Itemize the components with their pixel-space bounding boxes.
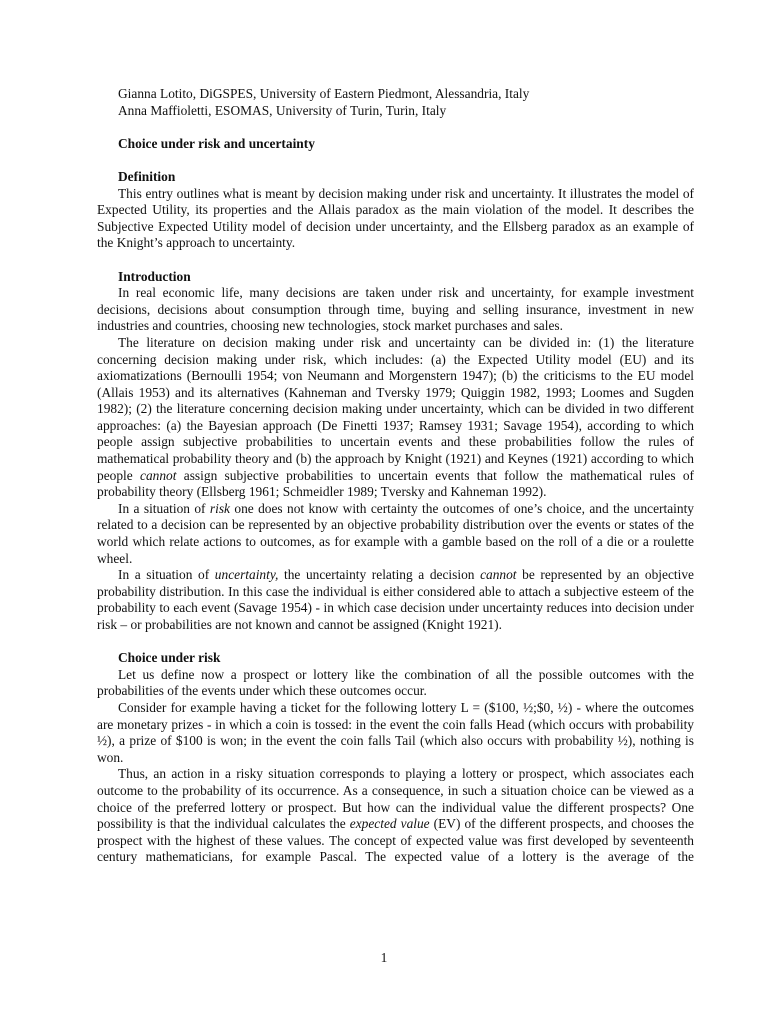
intro-p2-text-b: assign subjective probabilities to uncertain events that follow the mathematical rules of probability theory (Ellsberg 1961; Schmeidler 1989; Tversky and Kahneman 1992).: [97, 467, 694, 500]
intro-p2-text-a: The literature on decision making under risk and uncertainty can be divided in: (1) the literature concerning decision making under risk, which includes: (a) the Expected Utility model (EU) and its axiomatizations (Bernoulli 1954; von Neumann and Morgenstern 1947); (b) the criticisms to the EU model (Allais 1953) and its alternatives (Kahneman and Tversky 1979; Quiggin 1982, 1993; Loomes and Sugden 1982); (2) the literature concerning decision making under uncertainty, which can be divided in two different approaches: (a) the Bayesian approach (De Finetti 1937; Ramsey 1931; Savage 1954), according to which people assign subjective probabilities to uncertain events and these probabilities follow the rules of mathematical probability theory and (b) the approach by Knight (1921) and Keynes (1921) according to which people: [97, 334, 694, 483]
introduction-paragraph-1: In real economic life, many decisions are taken under risk and uncertainty, for example investment decisions, decisions about consumption through time, buying and selling insurance, investment in new industries and countries, choosing new technologies, stock market purchases and sales.: [97, 285, 694, 334]
author-block: [97, 86, 694, 119]
intro-p4-emphasis-1: uncertainty,: [214, 567, 279, 583]
choice-paragraph-2: Consider for example having a ticket for the following lottery L = ($100, ½;$0, ½) - where the outcomes are monetary prizes - in which a coin is tossed: in the event the coin falls Head (which occurs with probability ½), a prize of $100 is won; in the event the coin falls Tail (which also occurs with probability ½), nothing is won.: [97, 699, 694, 765]
introduction-paragraph-3: [97, 501, 694, 567]
author-line-1: Gianna Lotito, DiGSPES, University of Eastern Piedmont, Alessandria, Italy: [118, 86, 530, 101]
intro-p4-emphasis-2: cannot: [480, 567, 517, 583]
choice-under-risk-heading: Choice under risk: [118, 650, 221, 666]
choice-p3-text-b: (EV) of the different prospects, and chooses the prospect with the highest of these values. The concept of expected value was first developed by seventeenth century mathematicians, for example Pascal. The expected value of a lottery is the average of the: [97, 816, 694, 865]
choice-p3-emphasis: expected value: [349, 816, 430, 832]
paper-title: Choice under risk and uncertainty: [118, 135, 315, 151]
introduction-paragraph-4: [97, 567, 694, 633]
choice-p3-text-a: Thus, an action in a risky situation corresponds to playing a lottery or prospect, which associates each outcome to the probability of its occurrence. As a consequence, in such a situation choice can be viewed as a choice of the preferred lottery or prospect. But how can the individual value the different prospects? One possibility is that the individual calculates the: [97, 766, 694, 832]
intro-p3-text-b: one does not know with certainty the outcomes of one’s choice, and the uncertainty related to a decision can be represented by an objective probability distribution over the events or states of the world which relate actions to outcomes, as for example with a gamble based on the roll of a die or a roulette wheel.: [97, 500, 694, 566]
introduction-heading: Introduction: [118, 268, 191, 284]
introduction-paragraph-2: [97, 335, 694, 501]
definition-heading: Definition: [118, 168, 176, 184]
intro-p3-text-a: In a situation of: [118, 500, 206, 516]
intro-p2-emphasis: cannot: [140, 467, 177, 483]
choice-paragraph-3: [97, 766, 694, 866]
intro-p4-text-a: In a situation of: [118, 567, 210, 583]
author-line-2: Anna Maffioletti, ESOMAS, University of Turin, Turin, Italy: [118, 102, 447, 118]
intro-p4-text-b: the uncertainty relating a decision: [284, 567, 475, 583]
intro-p3-emphasis: risk: [209, 500, 230, 516]
page-number: 1: [380, 950, 388, 965]
choice-paragraph-1: Let us define now a prospect or lottery like the combination of all the possible outcomes with the probabilities of the events under which these outcomes occur.: [97, 666, 694, 699]
definition-paragraph: This entry outlines what is meant by decision making under risk and uncertainty. It illustrates the model of Expected Utility, its properties and the Allais paradox as the main violation of the model. It describes the Subjective Expected Utility model of decision under uncertainty, and the Ellsberg paradox as an example of the Knight’s approach to uncertainty.: [97, 185, 694, 251]
intro-p4-text-c: be represented by an objective probability distribution. In this case the individual is either considered able to attach a subjective esteem of the probability to each event (Savage 1954) - in which case decision under uncertainty reduces into decision under risk – or probabilities are not known and cannot be assigned (Knight 1921).: [97, 567, 694, 632]
